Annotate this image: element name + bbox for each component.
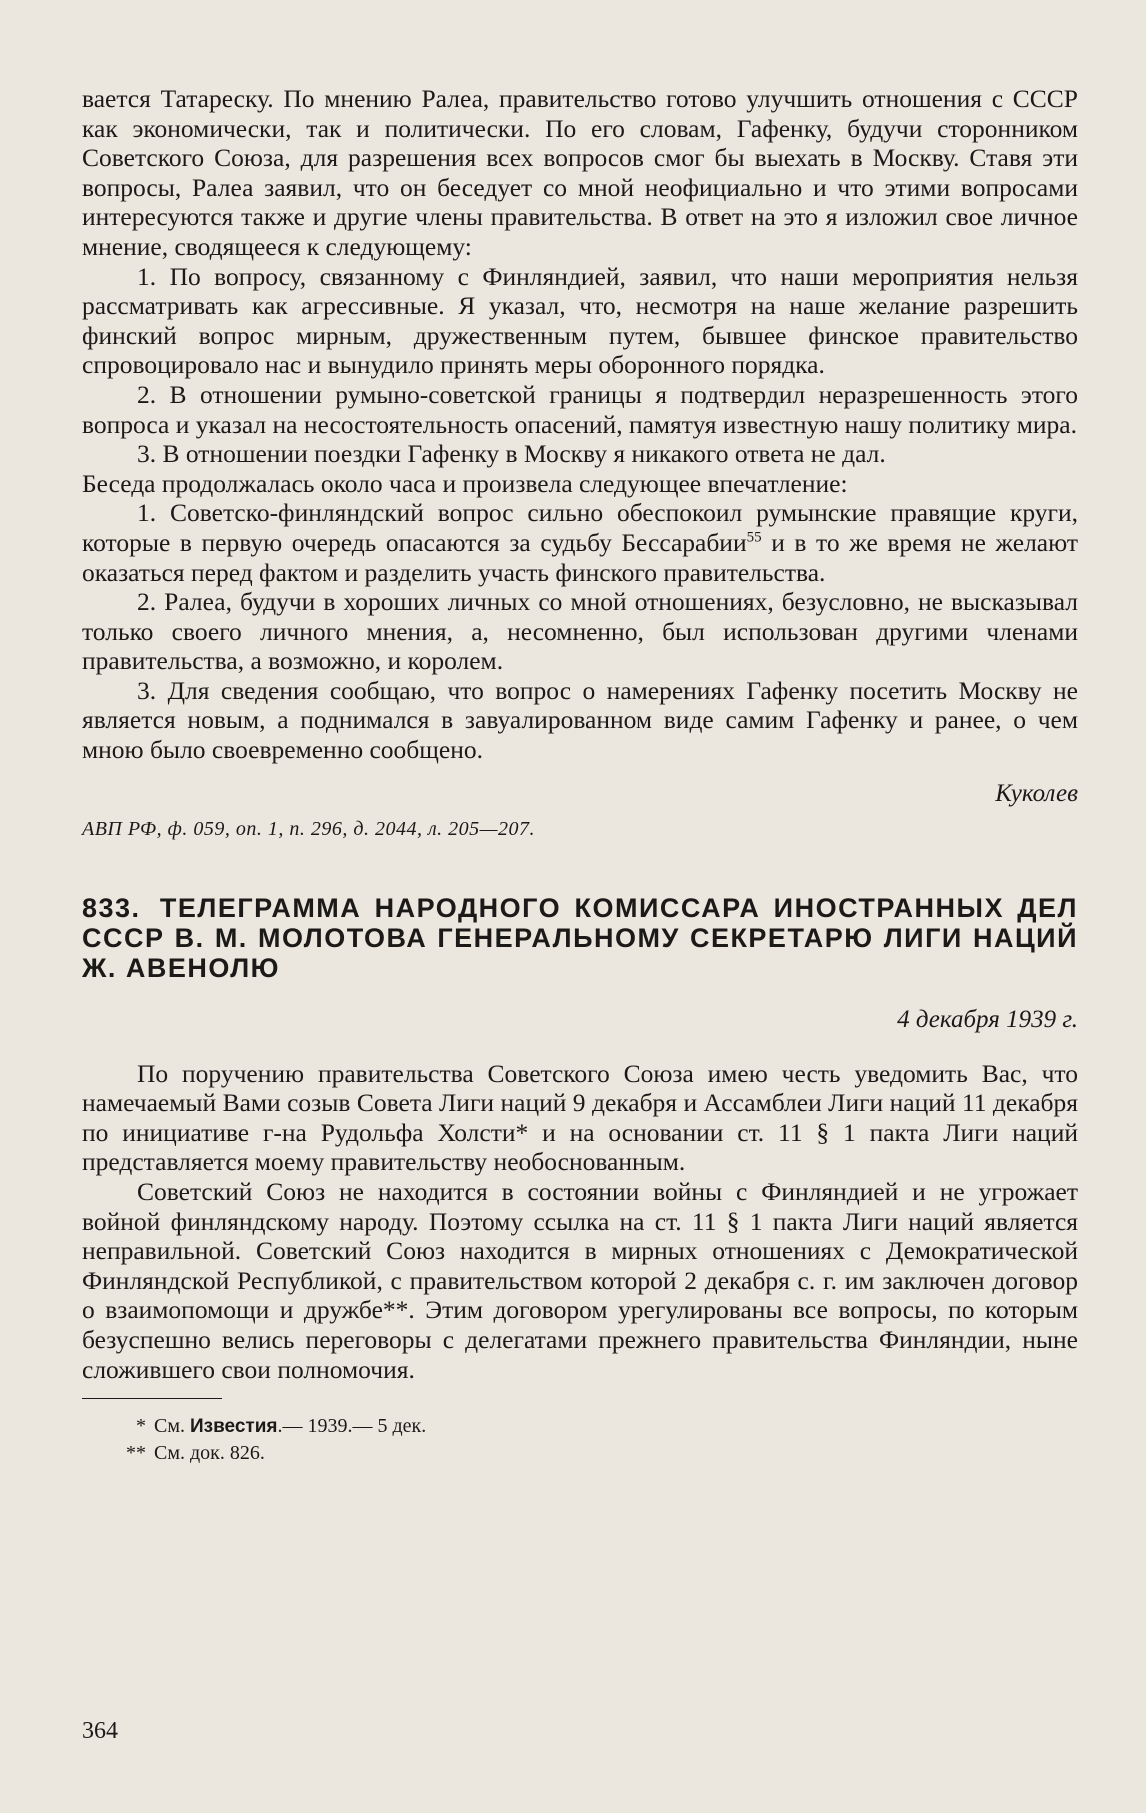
page-number: 364	[82, 1718, 118, 1744]
footnote-mark: *	[136, 1415, 146, 1438]
document-number: 833.	[82, 892, 141, 923]
footnote-prefix: См.	[154, 1442, 185, 1465]
paragraph-point-border: 2. В отношении румыно-советской границы я подтвердил неразрешенность этого вопроса и указал на несостоятельность опасений, памятуя известную нашу политику мира.	[82, 379, 1078, 439]
footnote-source-title: Известия	[190, 1416, 278, 1438]
footnote-ref-55: 55	[746, 529, 762, 546]
footnote-item	[112, 1440, 1078, 1466]
paragraph-impression-1	[82, 498, 1078, 587]
page-content	[82, 84, 1078, 1466]
paragraph-point-visit: 3. В отношении поездки Гафенку в Москву я никакого ответа не дал.	[137, 439, 886, 469]
footnotes	[82, 1413, 1078, 1466]
document-title: ТЕЛЕГРАММА НАРОДНОГО КОМИССАРА ИНОСТРАННЫХ ДЕЛ СССР В. М. МОЛОТОВА ГЕНЕРАЛЬНОМУ СЕКРЕТАРЮ ЛИГИ НАЦИЙ Ж. АВЕНОЛЮ	[82, 892, 1078, 983]
document-heading	[82, 893, 1078, 983]
paragraph-impression-2: 2. Ралеа, будучи в хороших личных со мной отношениях, безусловно, не высказывал только своего личного мнения, а, несомненно, был использован другими членами правительства, а возможно, и королем.	[82, 587, 1078, 676]
telegram-paragraph-2: Советский Союз не находится в состоянии войны с Финляндией и не угрожает войной финляндскому народу. Поэтому ссылка на ст. 11 § 1 пакта Лиги наций является неправильной. Советский Союз находится в мирных отношениях с Демократической Финляндской Республикой, с правительством которой 2 декабря с. г. им заключен договор о взаимопомощи и дружбе**. Этим договором урегулированы все вопросы, по которым безуспешно велись переговоры с делегатами прежнего правительства Финляндии, ныне сложившего свои полномочия.	[82, 1177, 1078, 1384]
footnote-rest: док. 826.	[190, 1442, 265, 1465]
footnote-rest: .— 1939.— 5 дек.	[277, 1415, 427, 1438]
telegram-paragraph-1: По поручению правительства Советского Союза имею честь уведомить Вас, что намечаемый Вами созыв Совета Лиги наций 9 декабря и Ассамблеи Лиги наций 11 декабря по инициативе г-на Рудольфа Холсти* и на основании ст. 11 § 1 пакта Лиги наций представляется моему правительству необоснованным.	[82, 1058, 1078, 1177]
impression-1-text-continued: и в то же время не желают оказаться перед фактом и разделить участь финского правительства.	[82, 527, 1078, 587]
footnote-prefix: См.	[154, 1415, 185, 1438]
footnote-mark: **	[126, 1442, 146, 1465]
footnote-divider	[82, 1398, 222, 1399]
impression-1-text: 1. Советско-финляндский вопрос сильно обеспокоил румынские правящие круги, которые в первую очередь опасаются за судьбу Бессарабии	[82, 498, 1078, 557]
paragraph-point-finland: 1. По вопросу, связанному с Финляндией, заявил, что наши мероприятия нельзя рассматривать как агрессивные. Я указал, что, несмотря на наше желание разрешить финский вопрос мирным, дружественным путем, бывшее финское правительство спровоцировало нас и вынудило принять меры оборонного порядка.	[82, 261, 1078, 380]
archive-source: АВП РФ, ф. 059, оп. 1, п. 296, д. 2044, л. 205—207.	[82, 817, 535, 840]
document-date: 4 декабря 1939 г.	[897, 1005, 1078, 1033]
paragraph-impression-3: 3. Для сведения сообщаю, что вопрос о намерениях Гафенку посетить Москву не является новым, а поднимался в завуалированном виде самим Гафенку и ранее, о чем мною было своевременно сообщено.	[82, 675, 1078, 765]
paragraph-continuation: вается Татареску. По мнению Ралеа, правительство готово улучшить отношения с СССР как экономически, так и политически. По его словам, Гафенку, будучи сторонником Советского Союза, для разрешения всех вопросов смог бы выехать в Москву. Ставя эти вопросы, Ралеа заявил, что он беседует со мной неофициально и что этими вопросами интересуются также и другие члены правительства. В ответ на это я изложил свое личное мнение, сводящееся к следующему:	[82, 84, 1078, 261]
paragraph-impression-intro: Беседа продолжалась около часа и произвела следующее впечатление:	[82, 468, 848, 498]
footnote-item	[112, 1413, 1078, 1440]
signature: Куколев	[995, 779, 1078, 807]
